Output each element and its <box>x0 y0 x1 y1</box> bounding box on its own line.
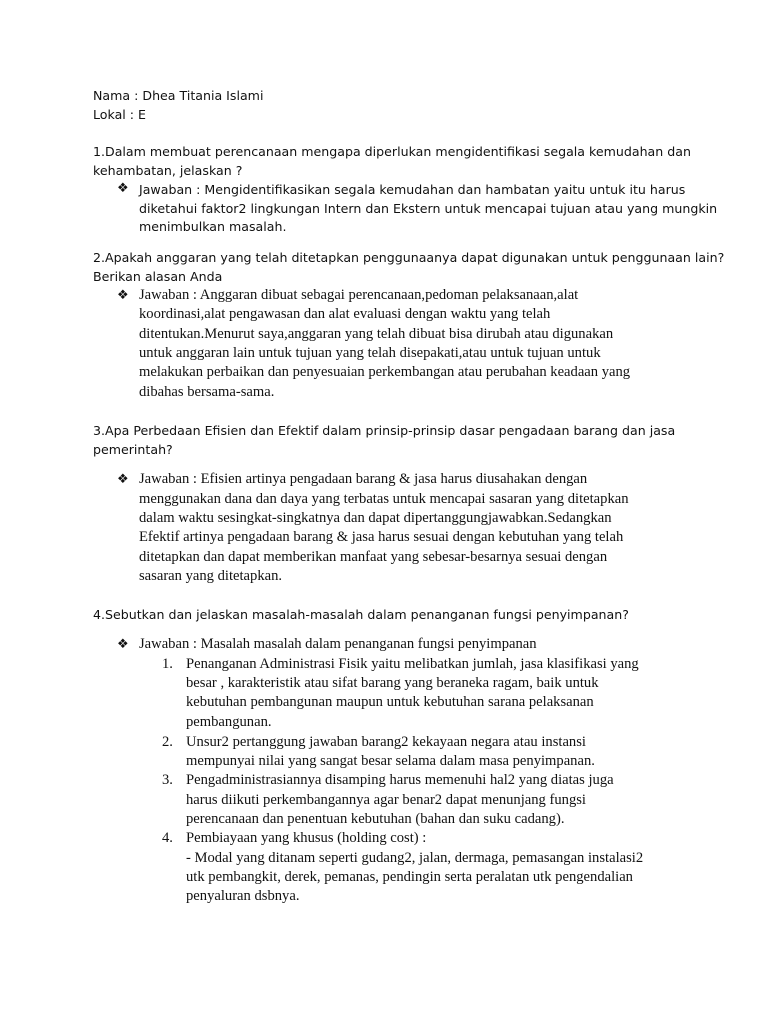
answer-2-line-2: koordinasi,alat pengawasan dan alat evaluasi dengan waktu yang telah <box>139 306 551 322</box>
list-item-3-line-3: perencanaan dan penentuan kebutuhan (bahan dan suku cadang). <box>186 811 565 827</box>
diamond-bullet-icon: ❖ <box>117 472 129 487</box>
question-2-line-1: 2.Apakah anggaran yang telah ditetapkan penggunaanya dapat digunakan untuk penggunaan lain? <box>93 250 725 265</box>
class-label: Lokal : E <box>93 107 146 122</box>
answer-3-line-5: ditetapkan dan dapat memberikan manfaat yang sebesar-besarnya sesuai dengan <box>139 549 608 565</box>
list-item-4-line-3: utk pembangkit, derek, pemanas, pendingin serta peralatan utk pengendalian <box>186 869 633 885</box>
question-1-line-2: kehambatan, jelaskan ? <box>93 163 243 178</box>
answer-2-line-3: ditentukan.Menurut saya,anggaran yang telah dibuat bisa dirubah atau digunakan <box>139 326 614 342</box>
diamond-bullet-icon: ❖ <box>117 637 129 652</box>
list-item-number: 2. <box>162 734 173 750</box>
answer-3-line-6: sasaran yang ditetapkan. <box>139 568 283 584</box>
question-3-line-1: 3.Apa Perbedaan Efisien dan Efektif dalam prinsip-prinsip dasar pengadaan barang dan jasa <box>93 423 676 438</box>
question-2-line-2: Berikan alasan Anda <box>93 269 223 284</box>
answer-2-line-1: Jawaban : Anggaran dibuat sebagai perencanaan,pedoman pelaksanaan,alat <box>139 287 579 303</box>
answer-2-line-5: melakukan perbaikan dan penyesuaian perkembangan atau perubahan keadaan yang <box>139 364 631 380</box>
student-name: Nama : Dhea Titania Islami <box>93 88 264 103</box>
question-1-line-1: 1.Dalam membuat perencanaan mengapa diperlukan mengidentifikasi segala kemudahan dan <box>93 144 691 159</box>
answer-1-line-1: Jawaban : Mengidentifikasikan segala kemudahan dan hambatan yaitu untuk itu harus <box>139 182 686 197</box>
list-item-1-line-3: kebutuhan pembangunan maupun untuk kebutuhan sarana pelaksanan <box>186 694 594 710</box>
answer-1-line-3: menimbulkan masalah. <box>139 219 287 234</box>
answer-3-line-3: dalam waktu sesingkat-singkatnya dan dapat dipertanggungjawabkan.Sedangkan <box>139 510 612 526</box>
answer-3-line-2: menggunakan dana dan daya yang terbatas untuk mencapai sasaran yang ditetapkan <box>139 491 629 507</box>
list-item-4-line-4: penyaluran dsbnya. <box>186 888 300 904</box>
list-item-3-line-1: Pengadministrasiannya disamping harus memenuhi hal2 yang diatas juga <box>186 772 614 788</box>
list-item-number: 3. <box>162 772 173 788</box>
diamond-bullet-icon: ❖ <box>117 288 129 303</box>
answer-3-line-1: Jawaban : Efisien artinya pengadaan barang & jasa harus diusahakan dengan <box>139 471 588 487</box>
list-item-2-line-2: mempunyai nilai yang sangat besar selama dalam masa penyimpanan. <box>186 753 595 769</box>
list-item-number: 4. <box>162 830 173 846</box>
answer-3-line-4: Efektif artinya pengadaan barang & jasa harus sesuai dengan kebutuhan yang telah <box>139 529 624 545</box>
diamond-bullet-icon: ❖ <box>117 181 129 196</box>
question-4-line-1: 4.Sebutkan dan jelaskan masalah-masalah dalam penanganan fungsi penyimpanan? <box>93 607 629 622</box>
answer-1-line-2: diketahui faktor2 lingkungan Intern dan Ekstern untuk mencapai tujuan atau yang mungkin <box>139 201 718 216</box>
answer-4-intro: Jawaban : Masalah masalah dalam penanganan fungsi penyimpanan <box>139 636 537 652</box>
list-item-1-line-1: Penanganan Administrasi Fisik yaitu melibatkan jumlah, jasa klasifikasi yang <box>186 656 639 672</box>
answer-2-line-4: untuk anggaran lain untuk tujuan yang telah disepakati,atau untuk tujuan untuk <box>139 345 601 361</box>
list-item-1-line-4: pembangunan. <box>186 714 272 730</box>
list-item-1-line-2: besar , karakteristik atau sifat barang yang beraneka ragam, baik untuk <box>186 675 599 691</box>
question-3-line-2: pemerintah? <box>93 442 173 457</box>
list-item-number: 1. <box>162 656 173 672</box>
answer-2-line-6: dibahas bersama-sama. <box>139 384 275 400</box>
list-item-3-line-2: harus diikuti perkembangannya agar benar2 dapat menunjang fungsi <box>186 792 586 808</box>
list-item-4-line-1: Pembiayaan yang khusus (holding cost) : <box>186 830 427 846</box>
list-item-4-line-2: - Modal yang ditanam seperti gudang2, jalan, dermaga, pemasangan instalasi2 <box>186 850 644 866</box>
list-item-2-line-1: Unsur2 pertanggung jawaban barang2 kekayaan negara atau instansi <box>186 734 586 750</box>
